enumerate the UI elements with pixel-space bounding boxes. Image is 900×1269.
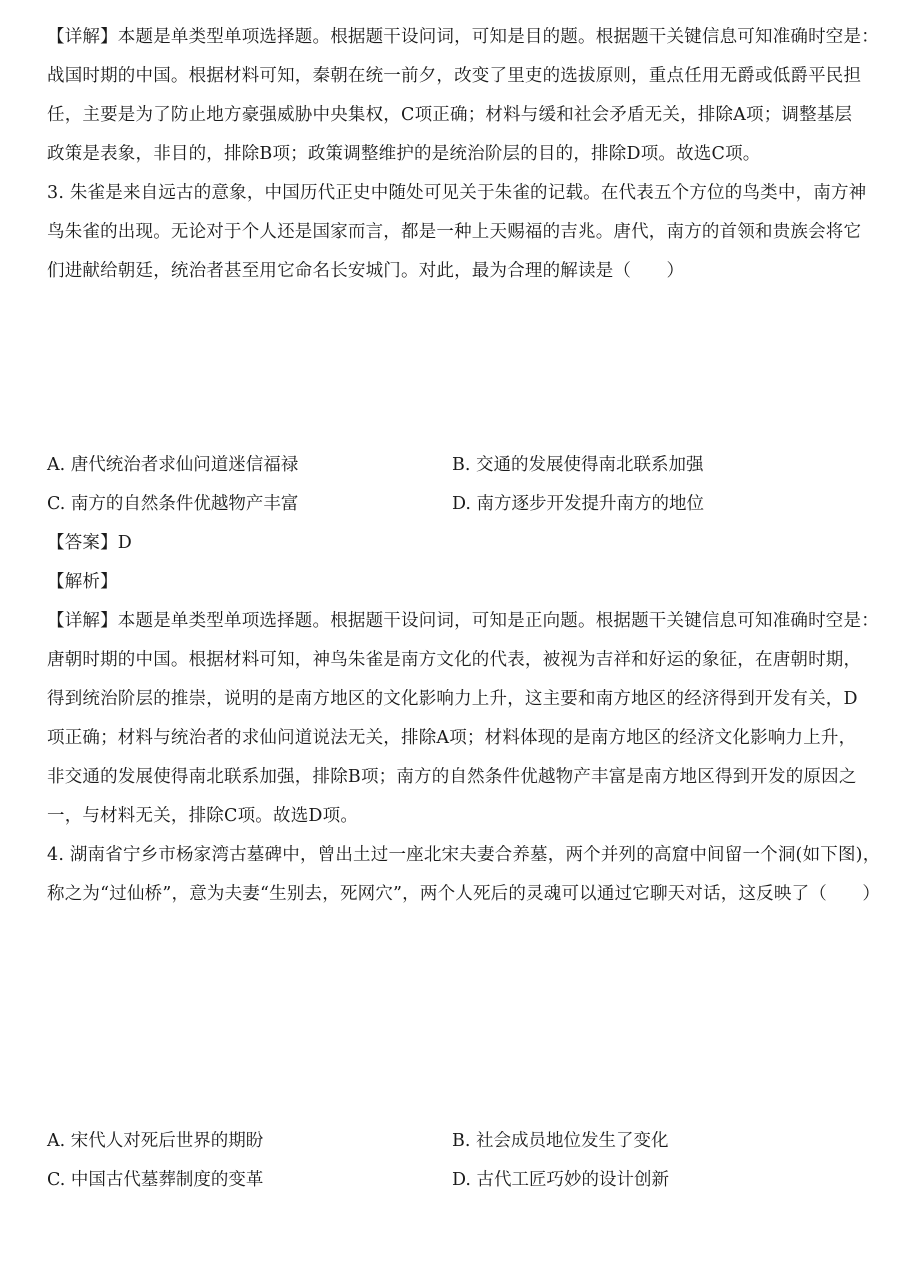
q4-option-d: D. 古代工匠巧妙的设计创新 (452, 1170, 670, 1190)
q3-option-d: D. 南方逐步开发提升南方的地位 (452, 494, 705, 514)
detail-line: 任，主要是为了防止地方豪强威胁中央集权，C项正确；材料与缓和社会矛盾无关，排除A项；调整基层 (47, 105, 853, 125)
q3-detail-line: 项正确；材料与统治者的求仙问道说法无关，排除A项；材料体现的是南方地区的经济文化影响力上升， (47, 728, 857, 748)
question-4-stem: 称之为“过仙桥”，意为夫妻“生别去，死网穴”，两个人死后的灵魂可以通过它聊天对话，这反映了（ ） (47, 884, 881, 904)
q3-detail-line: 唐朝时期的中国。根据材料可知，神鸟朱雀是南方文化的代表，被视为吉祥和好运的象征，在唐朝时期， (47, 650, 862, 670)
q3-analysis-label: 【解析】 (47, 572, 118, 592)
q3-detail-line: 【详解】本题是单类型单项选择题。根据题干设问词，可知是正向题。根据题干关键信息可知准确时空是： (47, 611, 879, 631)
question-4-stem: 4. 湖南省宁乡市杨家湾古墓碑中，曾出土过一座北宋夫妻合养墓，两个并列的高窟中间留一个洞(如下图)， (47, 845, 881, 865)
detail-line: 战国时期的中国。根据材料可知，秦朝在统一前夕，改变了里吏的选拔原则，重点任用无爵或低爵平民担 (47, 66, 862, 86)
question-3-stem: 鸟朱雀的出现。无论对于个人还是国家而言，都是一种上天赐福的吉兆。唐代，南方的首领和贵族会将它 (47, 222, 862, 242)
q4-option-a: A. 宋代人对死后世界的期盼 (47, 1131, 264, 1151)
q3-option-c: C. 南方的自然条件优越物产丰富 (47, 494, 299, 514)
question-3-stem: 3. 朱雀是来自远古的意象，中国历代正史中随处可见关于朱雀的记载。在代表五个方位的鸟类中，南方神 (47, 183, 867, 203)
q4-option-c: C. 中国古代墓葬制度的变革 (47, 1170, 264, 1190)
detail-line: 政策是表象，非目的，排除B项；政策调整维护的是统治阶层的目的，排除D项。故选C项。 (47, 144, 761, 164)
detail-line: 【详解】本题是单类型单项选择题。根据题干设问词，可知是目的题。根据题干关键信息可知准确时空是： (47, 27, 879, 47)
q3-option-a: A. 唐代统治者求仙问道迷信福禄 (47, 455, 299, 475)
q4-option-b: B. 社会成员地位发生了变化 (452, 1131, 669, 1151)
q3-answer: 【答案】D (47, 533, 133, 553)
q3-detail-line: 得到统治阶层的推崇，说明的是南方地区的文化影响力上升，这主要和南方地区的经济得到开发有关，D (47, 689, 858, 709)
q3-detail-line: 一，与材料无关，排除C项。故选D项。 (47, 806, 359, 826)
q3-option-b: B. 交通的发展使得南北联系加强 (452, 455, 704, 475)
question-3-stem: 们进献给朝廷，统治者甚至用它命名长安城门。对此，最为合理的解读是（ ） (47, 261, 685, 281)
q3-detail-line: 非交通的发展使得南北联系加强，排除B项；南方的自然条件优越物产丰富是南方地区得到开发的原因之 (47, 767, 857, 787)
